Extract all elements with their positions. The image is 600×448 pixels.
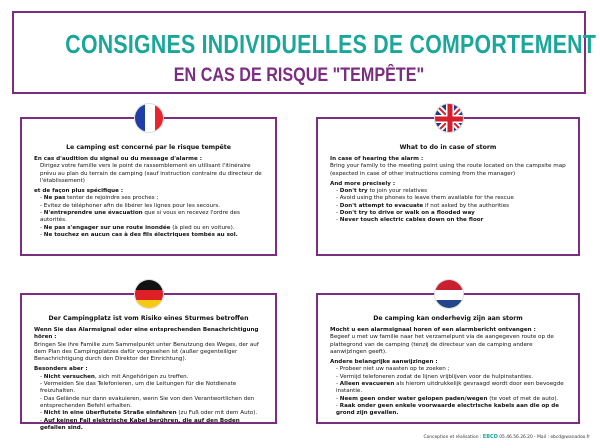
list-item: - Neem geen onder water gelopen paden/wegen (te voet of met de auto). [336,395,559,402]
intro-heading: Mocht u een alarmsignaal horen of een alarmbericht ontvangen : [330,327,536,333]
intro-heading: Wenn Sie das Alarmsignal oder eine entsprechenden Benachrichtigung hören : [34,327,259,341]
uk-flag-icon [434,103,464,133]
panel-english [316,117,580,256]
panel-body [330,156,568,225]
list-item: - Nicht in eine überflutete Straße einfahren (zu Fuß oder mit dem Auto). [40,410,258,417]
france-flag-icon [134,103,164,133]
list-item: - Auf keinen Fall elektrische Kabel berühren, die auf den Boden gefallen sind. [40,417,240,431]
list-item: - Evitez de téléphoner afin de libérer les lignes pour les secours. [40,202,221,209]
list-item: - Ne touchez en aucun cas à des fils électriques tombés au sol. [40,231,238,238]
intro-heading: In case of hearing the alarm : [330,156,424,162]
intro-heading: En cas d'audition du signal ou du message d'alarme : [34,156,202,162]
list-heading: Andere belangrijke aanwijzingen : [330,359,438,366]
header-banner [12,11,597,94]
panel-french [20,117,277,256]
list-item: - Don't try to drive or walk on a flooded way [336,210,475,217]
list-item: - N'entreprendre une évacuation que si vous en recevez l'ordre des autorités. [40,210,240,224]
list-item: - Vermijd telefoneren zodat de lijnen vrijblijven voor de hulpinstanties. [336,373,533,380]
list-item: - Don't try to join your relatives [336,188,428,195]
panel-body [330,327,568,418]
list-item: - Ne pas s'engager sur une route inondée (à pied ou en voiture). [40,224,235,231]
footer-contact: 05.46.56.26.20 - Mail : ebcd@wanadoo.fr [499,435,590,440]
intro-text: Dirigez votre famille vers le point de rassemblement en utilisant l'itinéraire prévu au plan du terrain de camping (sauf instruction contraire du directeur de l'établissement) [40,163,262,184]
list-heading: Besonders aber : [34,366,88,373]
footer-label: Conception et réalisation : [423,435,482,440]
list-item: - Avoid using the phones to leave them available for the rescue [336,195,514,202]
intro-text: Begeef u met uw familie naar het verzamelpunt via de aangegeven route op de plattegrond van de camping (tenzij de directeur van de camping andere aanwijzingen geeft). [330,334,554,355]
page-subtitle: EN CAS DE RISQUE "TEMPÊTE" [173,65,425,86]
footer-credit [424,434,590,440]
panel-title: Der Campingplatz ist vom Risiko eines Sturmes betroffen [48,315,249,322]
panel-title: De camping kan onderhevig zijn aan storm [373,315,523,322]
panel-body [34,327,265,432]
netherlands-flag-icon [434,279,464,309]
list-item: - Das Gelände nur dann evakuieren, wenn Sie von den Verantwortlichen den entsprechenden Befehl erhalten. [40,395,255,409]
list-item: - Never touch electric cables down on the floor [336,217,484,224]
panel-title: Le camping est concerné par le risque tempête [66,144,231,151]
panel-german [20,293,277,431]
intro-text: Bringen Sie ihre Familie zum Sammelpunkt unter Benutzung des Weges, der auf dem Plan des Campingplatzes dafür vorgesehen ist (außer gegenteiliger Benachrichtigung durch den Direktor der Einrichtung). [34,341,259,363]
list-item: - Vermeiden Sie das Telefonieren, um die Leitungen für die Notdienste freizuhalten. [40,381,237,395]
page-title: CONSIGNES INDIVIDUELLES DE COMPORTEMENT [65,29,597,59]
list-heading: And more precisely : [330,180,396,187]
list-item: - Probeer niet uw naasten op te zoeken ; [336,366,450,373]
ebcd-logo: EBCD [482,434,498,440]
intro-text: Bring your family to the meeting point using the route located on the campsite map (expected in case of other instructions coming from the manager) [330,163,566,177]
panel-title: What to do in case of storm [399,144,497,151]
list-item: - Don't attempt to evacuate if not asked by the authorities [336,202,510,209]
list-item: - Nicht versuchen, sich mit Angehörigen zu treffen. [40,373,189,380]
germany-flag-icon [134,279,164,309]
list-item: - Raak onder geen enkele voorwaarde electrische kabels aan die op de grond zijn gevallen. [336,402,560,417]
list-item: - Ne pas tenter de rejoindre ses proches ; [40,195,159,202]
list-item: - Alleen evacueren als hierom uitdrukkelijk gevraagd wordt door een bevoegde instantie. [336,381,564,395]
list-heading: et de façon plus spécifique : [34,188,124,195]
panel-dutch [316,293,580,424]
panel-body [34,156,265,239]
